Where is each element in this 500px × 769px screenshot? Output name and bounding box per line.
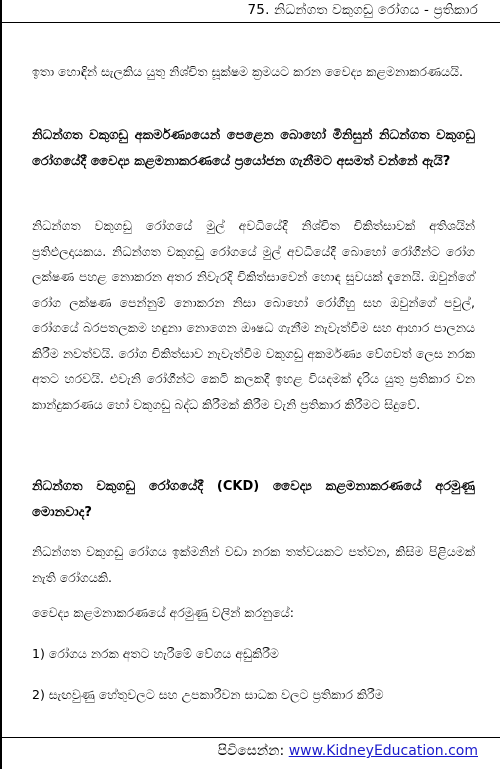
paragraph-progressive: නිධන්ගත වකුගඩු රෝගය ඉක්මනින් වඩා නරක තත්වයකට පත්වන, කිසිම පිළියමක් නැති රෝගයකි. <box>32 544 475 585</box>
paragraph-aims-intro: වෛද්‍ය කළමනාකරණයේ අරමුණු වලින් කරනුයේ: <box>32 605 294 620</box>
list-item-2: 2) සැඟවුණු හේතුවලට සහ උපකාරීවන සාධක වලට ප්‍රතිකාර කිරීම <box>32 687 384 702</box>
footer <box>218 743 478 759</box>
left-margin-rule <box>0 0 2 769</box>
website-link[interactable]: www.KidneyEducation.com <box>288 743 478 759</box>
footer-label: පිවිසෙන්න: <box>217 743 289 759</box>
question-heading-2: නිධන්ගත වකුගඩු රෝගයේදී (CKD) වෛද්‍ය කළමනාකරණයේ අරමුණු මොනවාද? <box>32 479 475 520</box>
header-divider <box>0 22 500 23</box>
footer-divider <box>0 737 500 738</box>
list-item-1: 1) රෝගය නරක අතට හැරීමේ වේගය අඩුකිරීම <box>32 646 279 661</box>
paragraph-intro: ඉතා හොඳින් සැලකිය යුතු නිශ්චිත සූක්ෂම ක්‍රමයට කරන වෛද්‍ය කළමනාකරණයයි. <box>32 64 463 79</box>
question-heading-1: නිධන්ගත වකුගඩු අකර්මණ්‍යයෙන් පෙළෙන බොහෝ මිනිසුන් නිධන්ගත වකුගඩු රෝගයේදී වෛද්‍ය කළමනාකරණයේ ප්‍රයෝජන ගැනීමට අසමත් වන්නේ ඇයි? <box>32 128 475 169</box>
page-header-title: 75. නිධන්ගත වකුගඩු රෝගය - ප්‍රතිකාර <box>247 2 478 18</box>
paragraph-early-stage: නිධන්ගත වකුගඩු රෝගයේ මුල් අවධියේදී නිශ්චිත චිකිත්සාවක් අතිශයින් ප්‍රතිඵලදායකය. නිධන්ගත වකුගඩු රෝගයේ මුල් අවධියේදී බොහෝ රෝගීන්ට රෝග ලක්ෂණ පහළ නොකරන අතර නිවැරදි චිකිත්සාවෙන් හොඳ සුවයක් දැනෙයි. ඔවුන්ගේ රෝග ලක්ෂණ පෙන්නුම් නොකරන නිසා බොහෝ රෝගීහු සහ ඔවුන්ගේ පවුල්, රෝගයේ බරපතලකම හඳුනා නොගෙන ඖෂධ ගැනීම නැවැත්වීම සහ ආහාර පාලනය කිරීම නවත්වයි. රෝග චිකිත්සාව නැවැත්වීම වකුගඩු අකර්මණ්‍ය වේගවත් ලෙස නරක අතට හරවයි. එවැනි රෝගීන්ට කෙටි කලකදී ඉහළ වියදමක් දැරිය යුතු ප්‍රතිකාර වන කාන්දුකරණය හෝ වකුගඩු බද්ධ කිරීමක් කිරීම වැනි ප්‍රතිකාර කිරීමට සිදුවේ. <box>32 218 475 412</box>
